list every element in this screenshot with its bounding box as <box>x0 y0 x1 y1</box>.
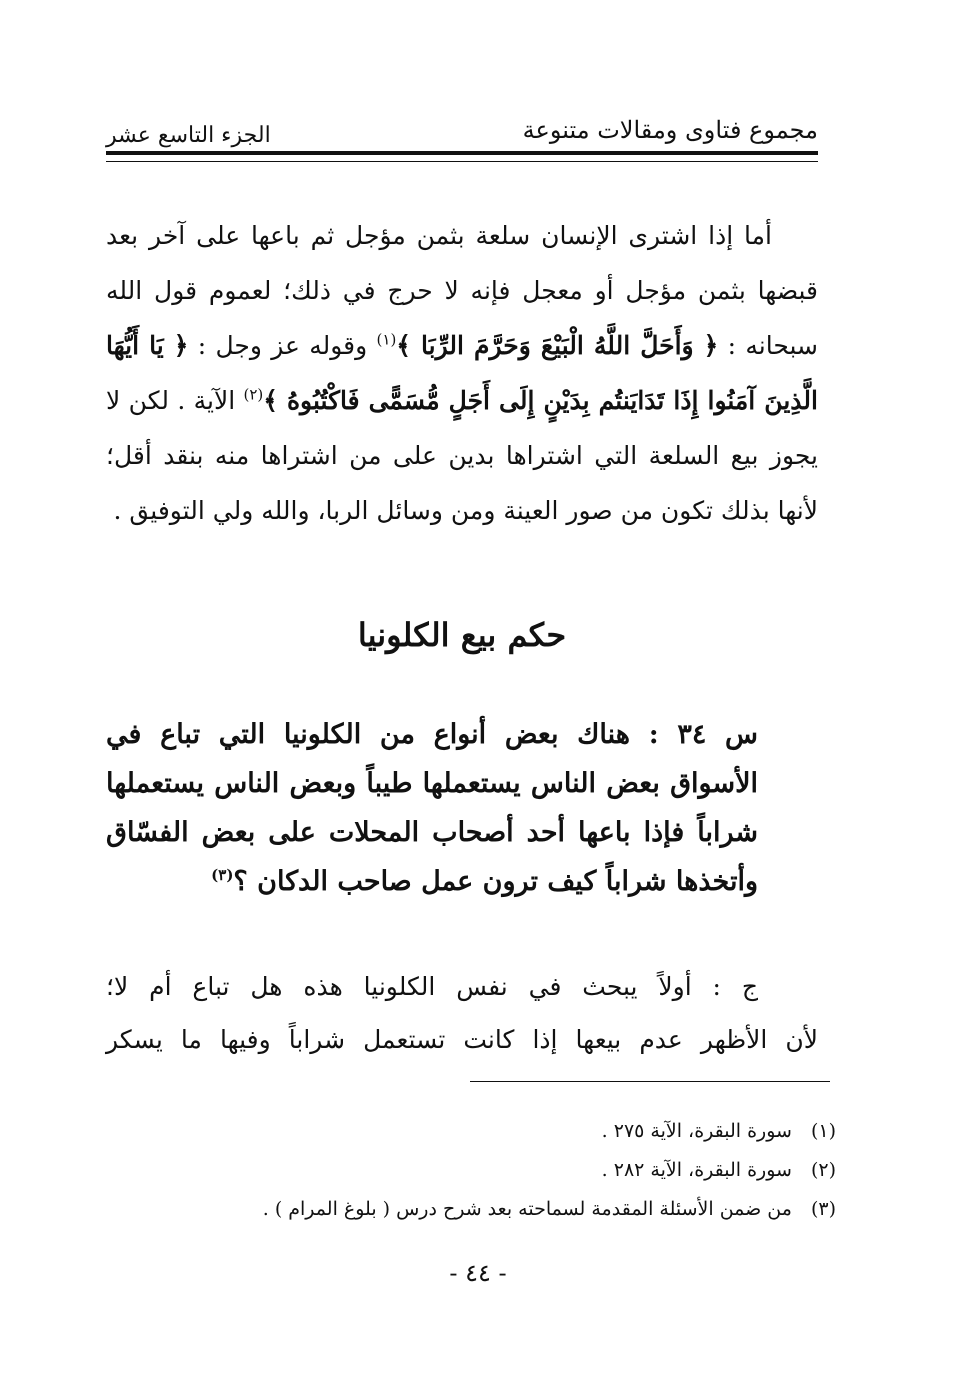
footnote-2 <box>130 1151 836 1190</box>
book-title: مجموع فتاوى ومقالات متنوعة <box>522 116 818 144</box>
quran-verse-1: ﴿ وَأَحَلَّ اللَّهُ الْبَيْعَ وَحَرَّمَ الرِّبَا ﴾ <box>396 331 719 360</box>
footnote-ref-2: (٢) <box>243 385 264 404</box>
footnote-number: (٢) <box>810 1159 836 1181</box>
footnote-1 <box>130 1112 836 1151</box>
intro-paragraph <box>106 208 818 538</box>
footnote-number: (١) <box>810 1120 836 1142</box>
footnote-text: سورة البقرة، الآية ٢٨٢ . <box>601 1159 792 1181</box>
question-paragraph <box>106 710 758 906</box>
intro-text-2: وقوله عز وجل : <box>197 331 368 360</box>
footnote-separator <box>470 1081 830 1082</box>
footnote-text: سورة البقرة، الآية ٢٧٥ . <box>601 1120 792 1142</box>
footnote-number: (٣) <box>810 1198 836 1220</box>
question-text: س ٣٤ : هناك بعض أنواع من الكلونيا التي تباع في الأسواق بعض الناس يستعملها طيباً وبعض الناس يستعملها شراباً فإذا باعها أحد أصحاب المحلات على بعض الفسّاق وأتخذها شراباً كيف ترون عمل صاحب الدكان ؟ <box>106 719 758 897</box>
header-rule-thick <box>106 151 818 155</box>
intro-text-1: أما إذا اشترى الإنسان سلعة بثمن مؤجل ثم باعها على آخر بعد قبضها بثمن مؤجل أو معجل فإنه لا حرج في ذلك؛ لعموم قول الله سبحانه : <box>106 221 818 360</box>
page-header <box>106 112 818 152</box>
footnote-ref-1: (١) <box>376 330 397 349</box>
answer-line-2: لأن الأظهر عدم بيعها إذا كانت تستعمل شراباً وفيها ما يسكر <box>106 1025 818 1054</box>
volume-label: الجزء التاسع عشر <box>106 123 271 148</box>
section-title: حكم بيع الكلونيا <box>357 616 567 654</box>
answer-paragraph <box>106 960 818 1054</box>
header-rule-thin <box>106 161 818 162</box>
page-number: - ٤٤ - <box>449 1259 507 1287</box>
answer-line-1: ج : أولاً يبحث في نفس الكلونيا هذه هل تباع أم لا؛ <box>106 972 758 1001</box>
footnote-3 <box>130 1190 836 1229</box>
intro-text-3: الآية . لكن لا يجوز بيع السلعة التي اشتراها بدين على من اشتراها منه بنقد أقل؛ لأنها بذلك تكون من صور العينة ومن وسائل الربا، والله ولي التوفيق . <box>106 386 818 525</box>
footnote-text: من ضمن الأسئلة المقدمة لسماحته بعد شرح درس ( بلوغ المرام ) . <box>262 1198 792 1220</box>
quran-verse-2: ﴿ يَا أَيُّهَا الَّذِينَ آمَنُوا إِذَا تَدَايَنتُم بِدَيْنٍ إِلَى أَجَلٍ مُّسَمًّى فَاكْتُبُوهُ ﴾ <box>106 331 818 415</box>
footnotes <box>130 1112 836 1229</box>
footnote-ref-3: (٣) <box>211 866 234 884</box>
